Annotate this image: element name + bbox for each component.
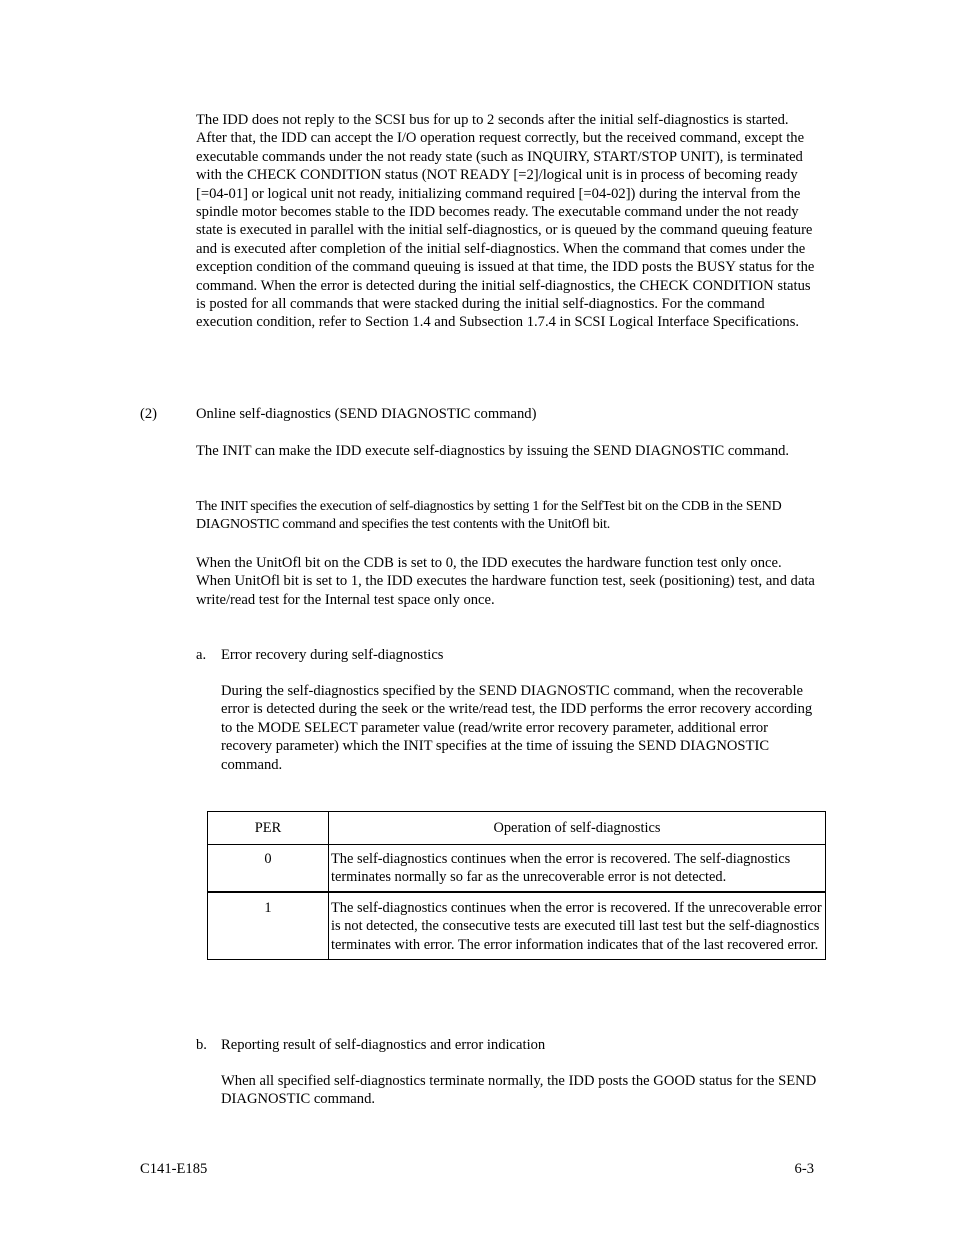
- unitofl-bit-paragraph: When the UnitOfl bit on the CDB is set to 0, the IDD executes the hardware function test only once. When UnitOfl bit is set to 1, the IDD executes the hardware function test, seek (positioning) test, and data write/read test for the Internal test space only once.: [196, 555, 815, 608]
- subsection-a-letter: a.: [196, 647, 207, 663]
- table-cell-per: 0: [208, 845, 329, 892]
- table-row: [208, 845, 826, 892]
- intro-paragraph: The IDD does not reply to the SCSI bus for up to 2 seconds after the initial self-diagnostics is started. After that, the IDD can accept the I/O operation request correctly, but the received command, except the executable commands under the not ready state (such as INQUIRY, START/STOP UNIT), is terminated with the CHECK CONDITION status (NOT READY [=2]/logical unit is in process of becoming ready [=04-01] or logical unit not ready, initializing command required [=04-02]) during the interval from the spindle motor becomes stable to the IDD becomes ready. The executable command under the not ready state is executed in parallel with the initial self-diagnostics, or is queued by the command queuing feature and is executed after completion of the initial self-diagnostics. When the command that comes under the exception condition of the command queuing is issued at that time, the IDD posts the BUSY status for the command. When the error is detected during the initial self-diagnostics, the CHECK CONDITION status is posted for all commands that were stacked during the initial self-diagnostics. For the command execution condition, refer to Section 1.4 and Subsection 1.7.4 in SCSI Logical Interface Specifications.: [196, 112, 815, 331]
- footer-page-number: 6-3: [794, 1161, 814, 1177]
- table-row: [208, 892, 826, 960]
- table-cell-operation: The self-diagnostics continues when the error is recovered. If the unrecoverable error is not detected, the consecutive tests are executed till last test but the self-diagnostics terminates with error. The error information indicates that of the last recovered error.: [329, 892, 826, 960]
- subsection-a-title: Error recovery during self-diagnostics: [221, 647, 444, 663]
- table-cell-operation: The self-diagnostics continues when the error is recovered. The self-diagnostics terminates normally so far as the unrecoverable error is not detected.: [329, 845, 826, 892]
- table-header-operation: Operation of self-diagnostics: [329, 812, 826, 845]
- error-recovery-paragraph: During the self-diagnostics specified by the SEND DIAGNOSTIC command, when the recoverable error is detected during the seek or the write/read test, the IDD performs the error recovery according to the MODE SELECT parameter value (read/write error recovery parameter, additional error recovery parameter) which the INIT specifies at the time of issuing the SEND DIAGNOSTIC command.: [221, 683, 813, 773]
- subsection-b-title: Reporting result of self-diagnostics and error indication: [221, 1037, 546, 1053]
- per-table: [207, 811, 826, 960]
- footer-doc-id: C141-E185: [140, 1161, 208, 1177]
- section-title: Online self-diagnostics (SEND DIAGNOSTIC command): [196, 406, 537, 422]
- table-header-row: [208, 812, 826, 845]
- table-header-per: PER: [208, 812, 329, 845]
- send-diagnostic-paragraph: The INIT can make the IDD execute self-diagnostics by issuing the SEND DIAGNOSTIC command.: [196, 443, 790, 459]
- section-number: (2): [140, 406, 158, 422]
- subsection-b-letter: b.: [196, 1037, 207, 1053]
- table-cell-per: 1: [208, 892, 329, 960]
- reporting-result-paragraph: When all specified self-diagnostics terminate normally, the IDD posts the GOOD status for the SEND DIAGNOSTIC command.: [221, 1073, 817, 1108]
- selftest-bit-paragraph: The INIT specifies the execution of self-diagnostics by setting 1 for the SelfTest bit on the CDB in the SEND DIAGNOSTIC command and specifies the test contents with the UnitOfl bit.: [196, 499, 782, 533]
